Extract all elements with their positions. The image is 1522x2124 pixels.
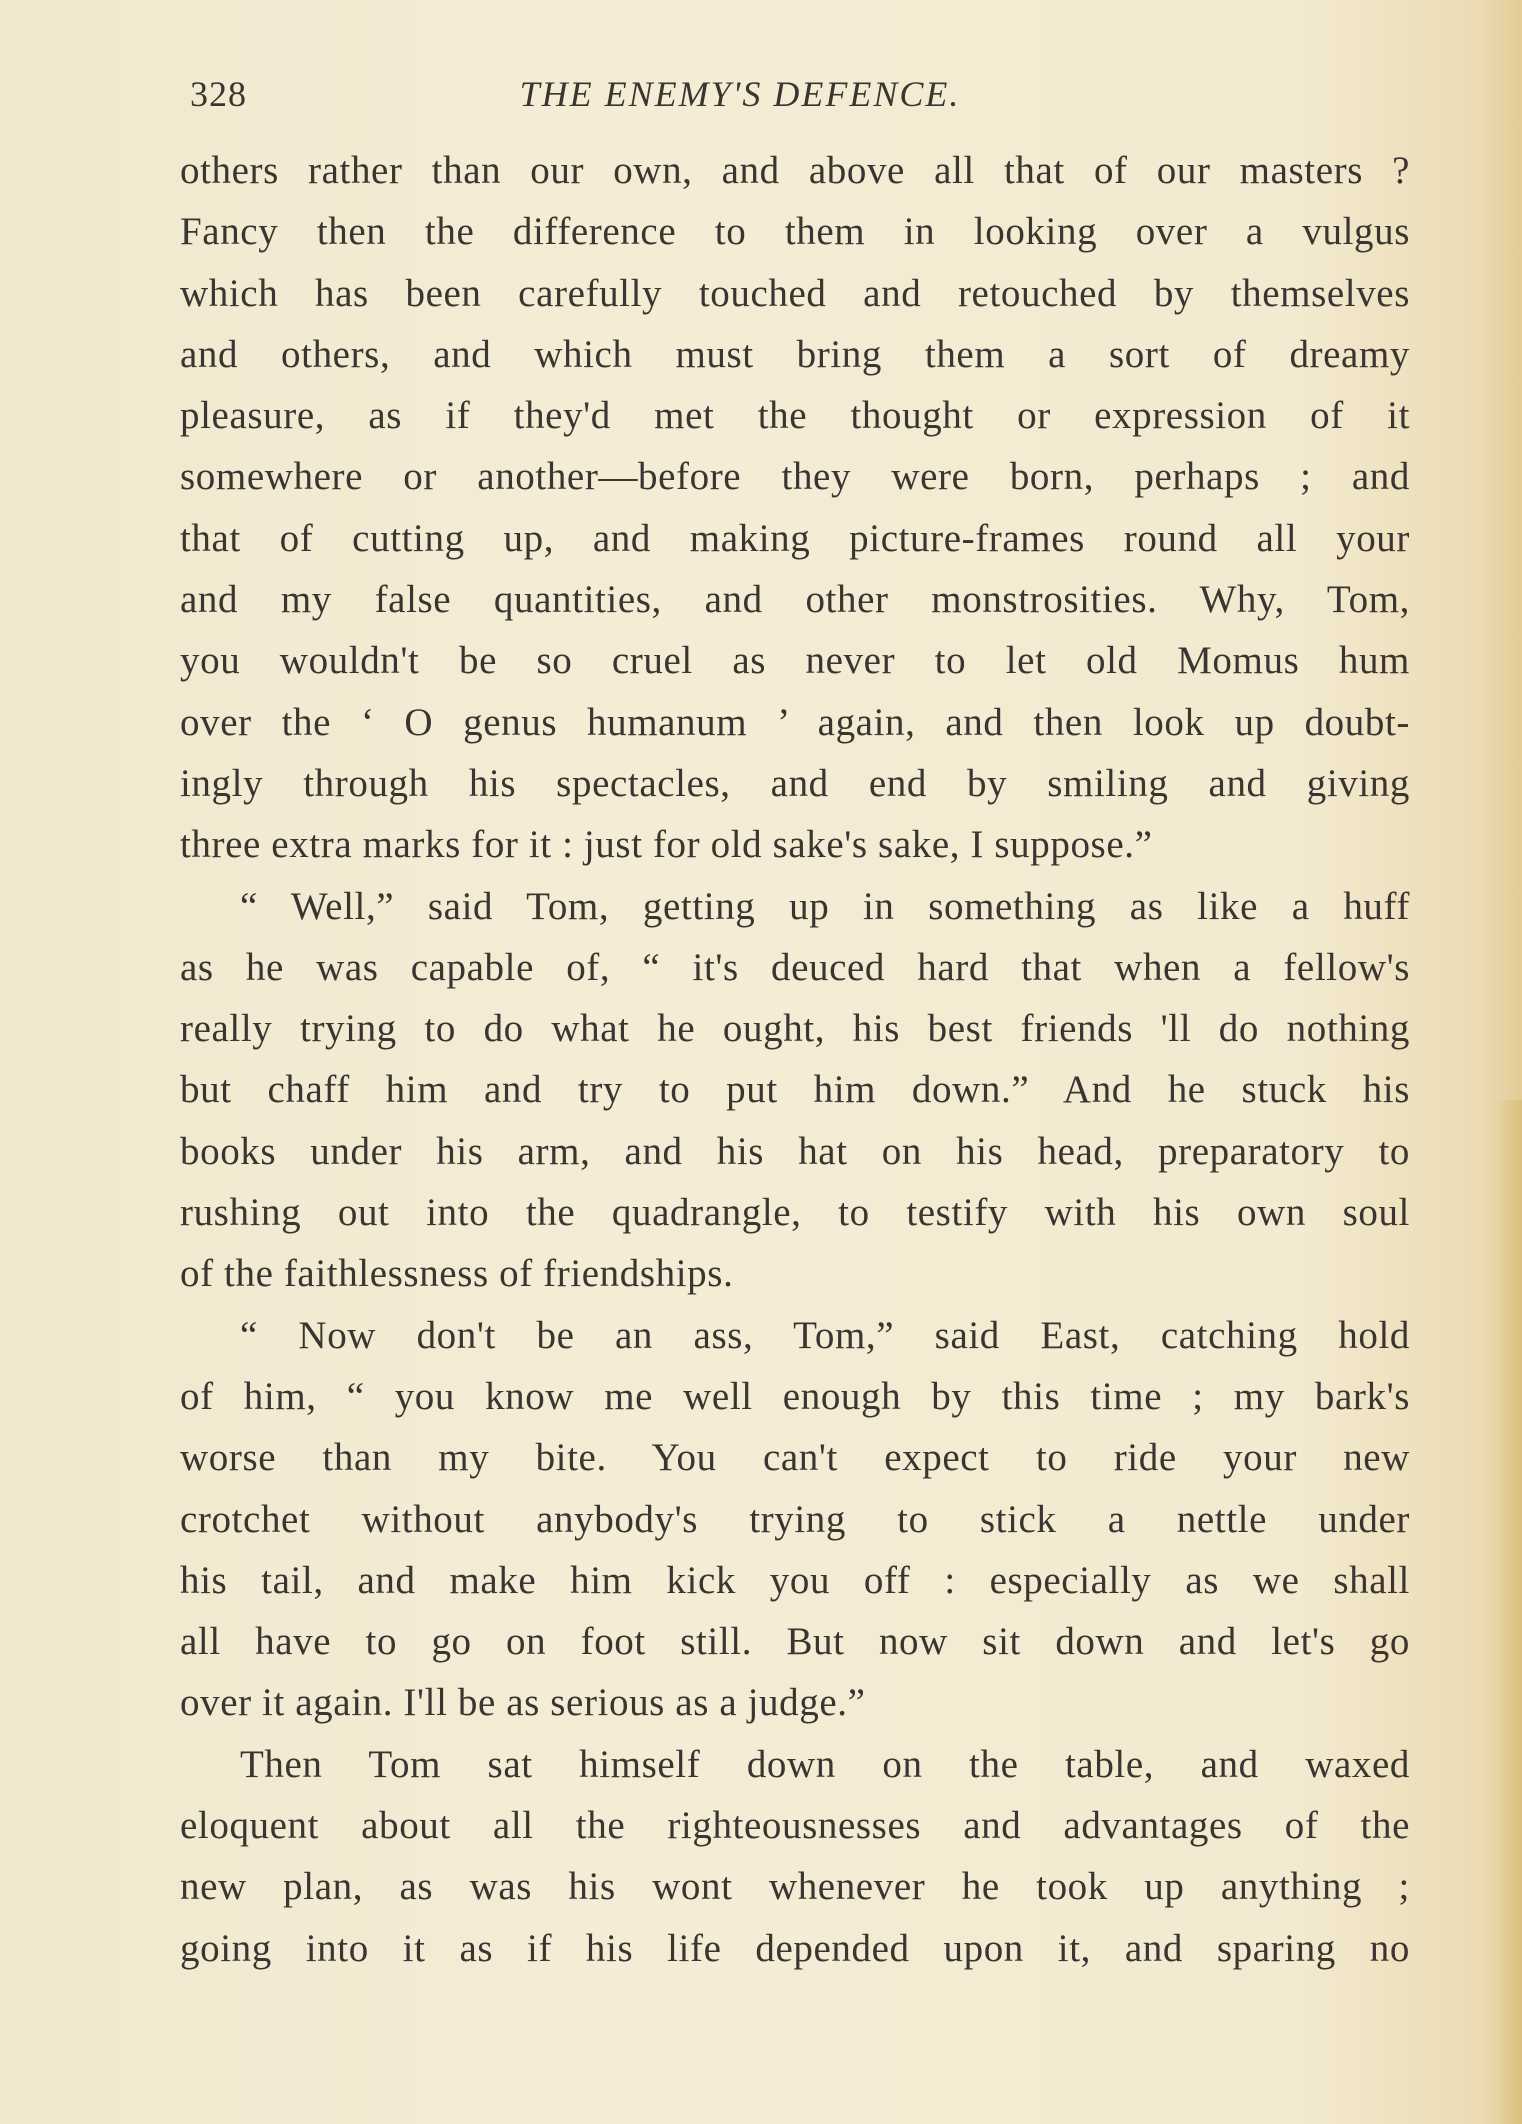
text-line: somewhere or another—before they were born, perhaps ; and — [180, 455, 1410, 499]
text-line: which has been carefully touched and retouched by themselves — [180, 271, 1410, 315]
text-line: ingly through his spectacles, and end by smiling and giving — [180, 761, 1410, 805]
paragraph-first-line: “ Now don't be an ass, Tom,” said East, catching hold — [240, 1313, 1410, 1357]
text-line: crotchet without anybody's trying to stick a nettle under — [180, 1497, 1410, 1541]
page-header — [190, 64, 1410, 124]
text-line: and my false quantities, and other monstrosities. Why, Tom, — [180, 578, 1410, 622]
text-line: as he was capable of, “ it's deuced hard that when a fellow's — [180, 945, 1410, 989]
text-line: over it again. I'll be as serious as a judge.” — [180, 1681, 866, 1725]
text-line: going into it as if his life depended upon it, and sparing no — [180, 1926, 1410, 1970]
text-line: and others, and which must bring them a sort of dreamy — [180, 332, 1410, 376]
text-line: worse than my bite. You can't expect to ride your new — [180, 1436, 1410, 1480]
text-line: three extra marks for it : just for old sake's sake, I suppose.” — [180, 823, 1153, 867]
page-edge-discoloration — [1496, 1100, 1522, 2124]
text-line: over the ‘ O genus humanum ’ again, and then look up doubt- — [180, 700, 1410, 744]
paragraph-first-line: Then Tom sat himself down on the table, and waxed — [240, 1742, 1410, 1786]
text-line: all have to go on foot still. But now sit down and let's go — [180, 1620, 1410, 1664]
text-line: you wouldn't be so cruel as never to let old Momus hum — [180, 639, 1410, 683]
text-line: new plan, as was his wont whenever he took up anything ; — [180, 1865, 1410, 1909]
text-line: pleasure, as if they'd met the thought or expression of it — [180, 394, 1410, 438]
text-line: that of cutting up, and making picture-frames round all your — [180, 516, 1410, 560]
text-line: of the faithlessness of friendships. — [180, 1252, 734, 1296]
text-line: really trying to do what he ought, his best friends 'll do nothing — [180, 1007, 1410, 1051]
text-line: books under his arm, and his hat on his head, preparatory to — [180, 1129, 1410, 1173]
text-line: others rather than our own, and above all that of our masters ? — [180, 149, 1410, 192]
text-line: his tail, and make him kick you off : especially as we shall — [180, 1558, 1410, 1602]
text-line: Fancy then the difference to them in looking over a vulgus — [180, 210, 1410, 254]
running-head: THE ENEMY'S DEFENCE. — [519, 74, 961, 114]
text-line: of him, “ you know me well enough by this time ; my bark's — [180, 1374, 1410, 1418]
text-line: rushing out into the quadrangle, to testify with his own soul — [180, 1191, 1410, 1235]
paragraph-first-line: “ Well,” said Tom, getting up in something as like a huff — [240, 884, 1410, 928]
page-number: 328 — [190, 74, 247, 114]
text-line: eloquent about all the righteousnesses and advantages of the — [180, 1804, 1410, 1848]
text-line: but chaff him and try to put him down.” And he stuck his — [180, 1068, 1410, 1112]
body-text — [180, 140, 1410, 1979]
